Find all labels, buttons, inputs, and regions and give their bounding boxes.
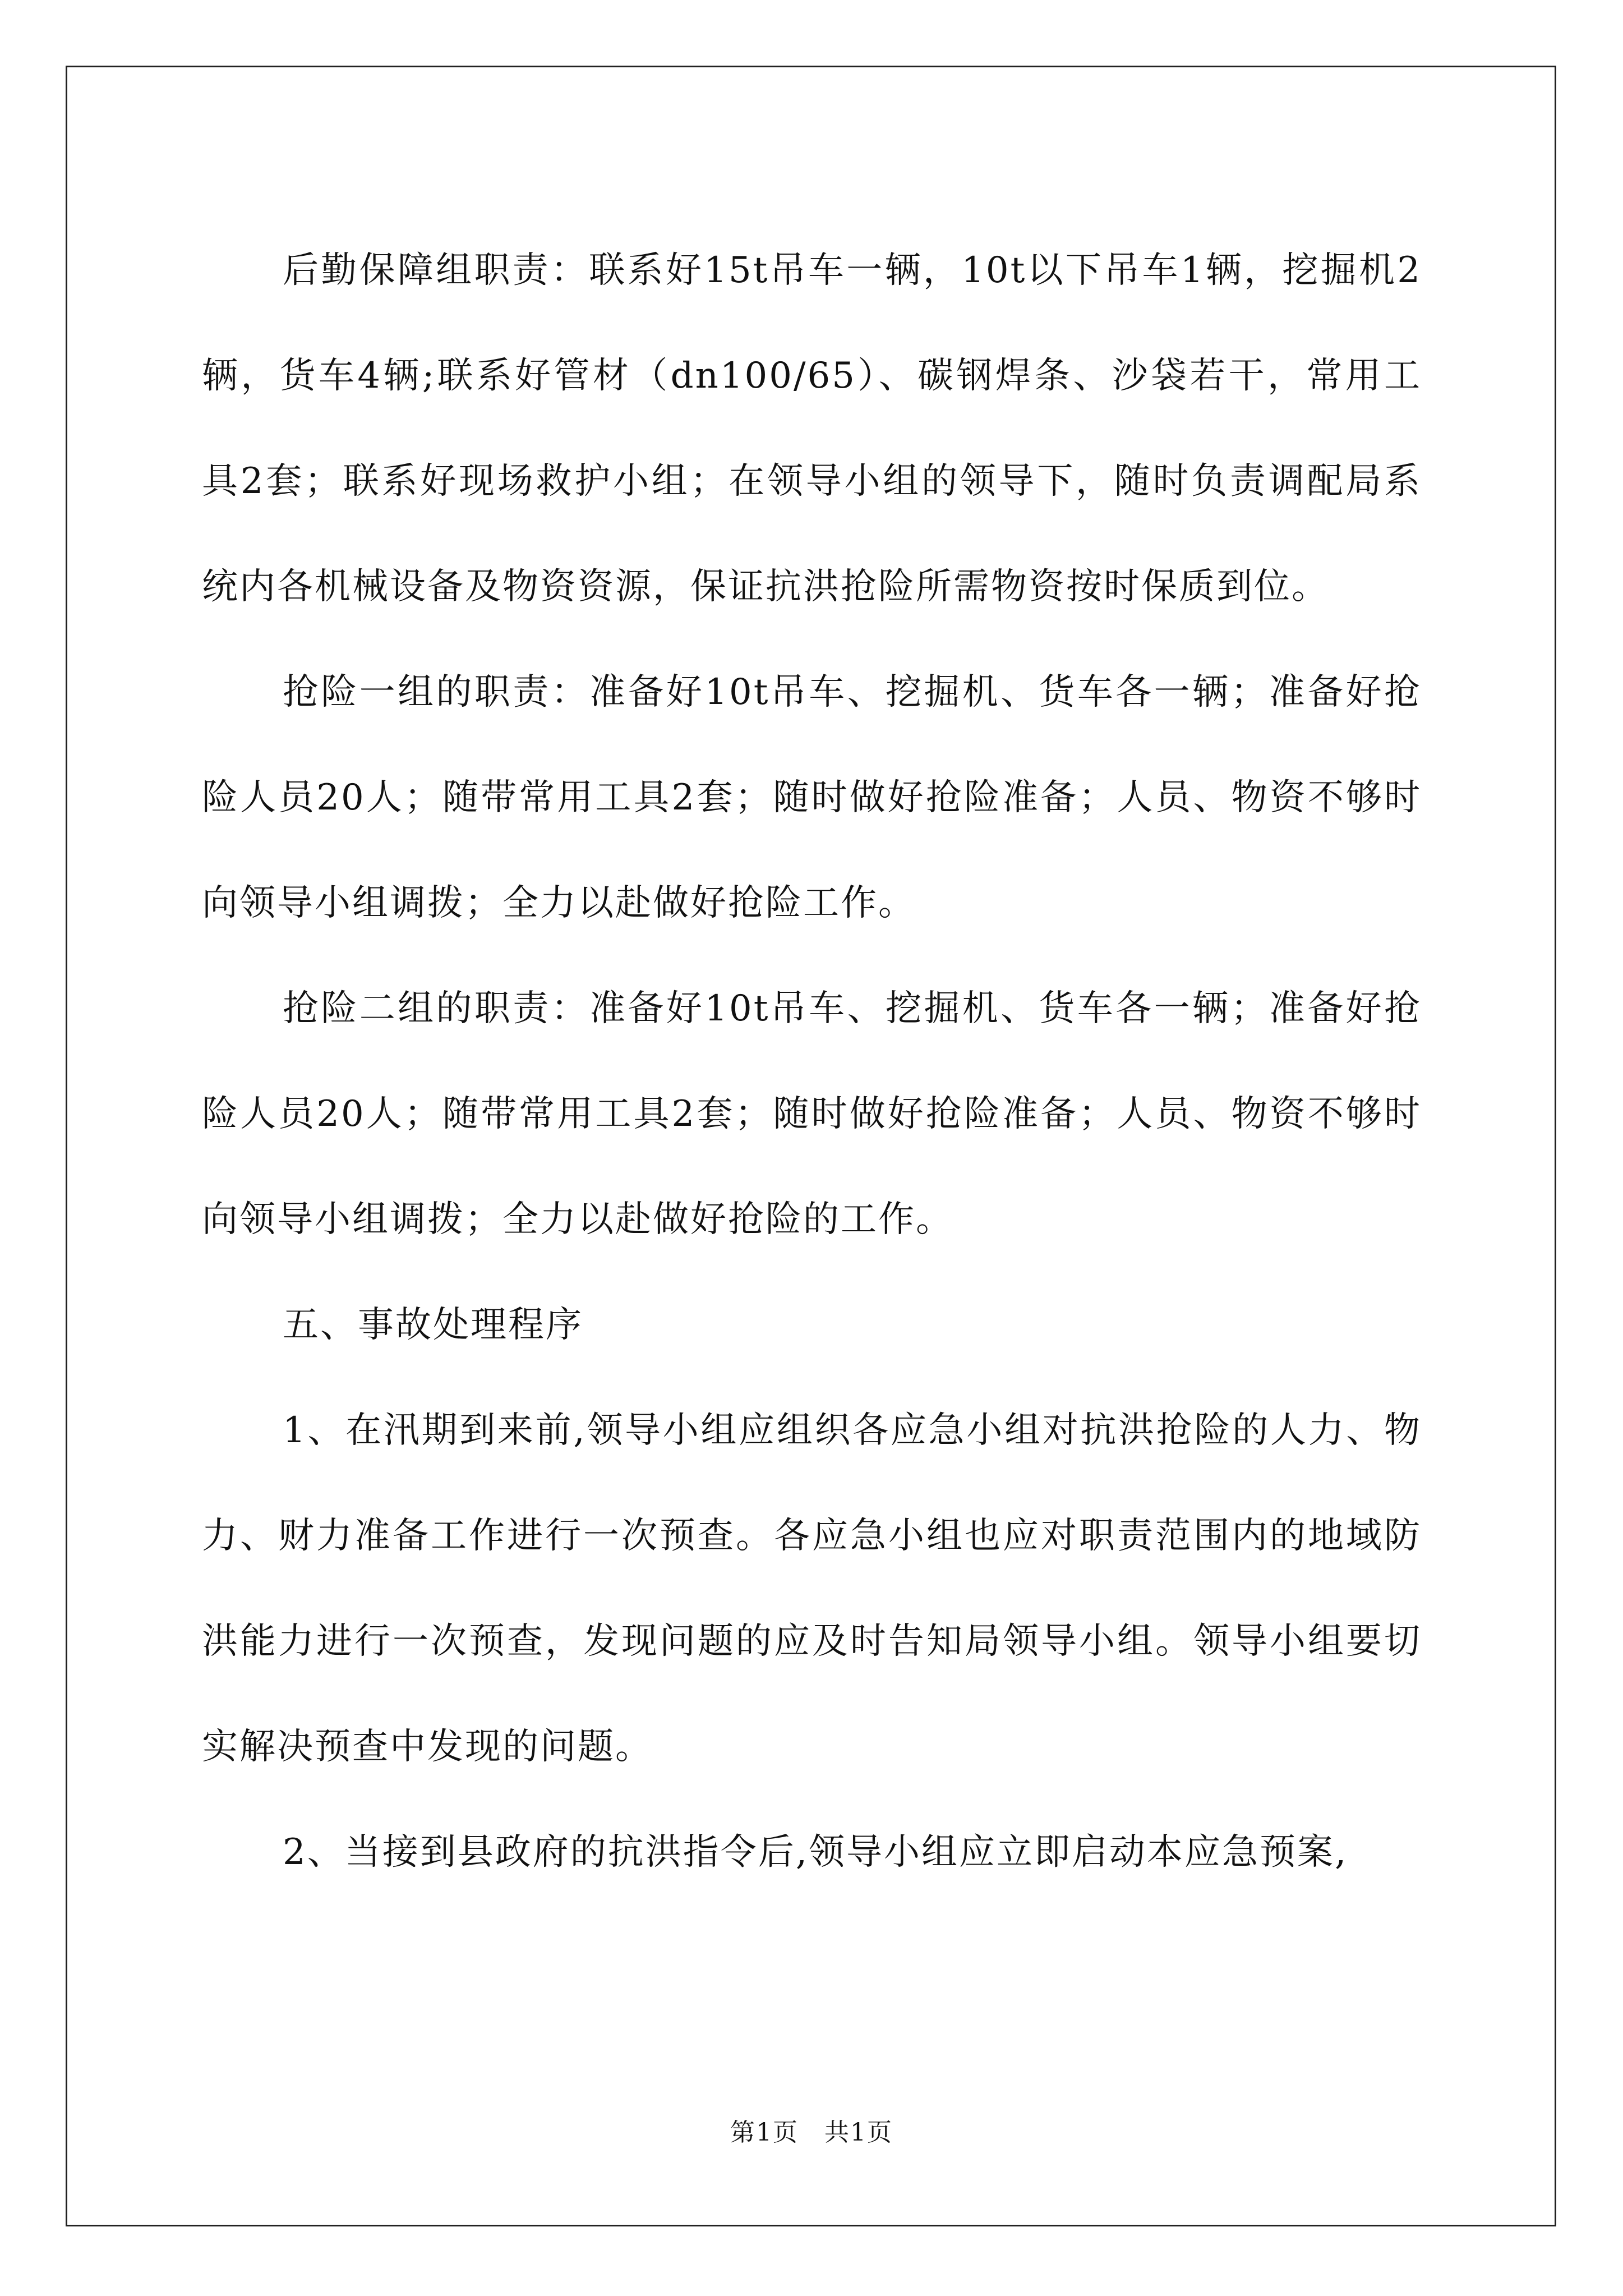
paragraph-procedure-step-1: 1、在汛期到来前,领导小组应组织各应急小组对抗洪抢险的人力、物力、财力准备工作进行一次预查。各应急小组也应对职责范围内的地域防洪能力进行一次预查，发现问题的应及时告知局领导小组。领导小组要切实解决预查中发现的问题。 xyxy=(202,1410,1422,1768)
document-body xyxy=(202,218,1422,1905)
paragraph-procedure-step-2: 2、当接到县政府的抗洪指令后,领导小组应立即启动本应急预案, xyxy=(283,1832,1348,1873)
paragraph-logistics-duties: 后勤保障组职责：联系好15t吊车一辆，10t以下吊车1辆，挖掘机2辆，货车4辆;联系好管材（dn100/65）、碳钢焊条、沙袋若干，常用工具2套；联系好现场救护小组；在领导小组的领导下，随时负责调配局系统内各机械设备及物资资源，保证抗洪抢险所需物资按时保质到位。 xyxy=(202,250,1422,608)
page-footer: 第1页 共1页 xyxy=(730,2118,893,2147)
paragraph-rescue-group-one-duties: 抢险一组的职责：准备好10t吊车、挖掘机、货车各一辆；准备好抢险人员20人；随带常用工具2套；随时做好抢险准备；人员、物资不够时向领导小组调拨；全力以赴做好抢险工作。 xyxy=(202,671,1422,924)
paragraph-rescue-group-two-duties: 抢险二组的职责：准备好10t吊车、挖掘机、货车各一辆；准备好抢险人员20人；随带常用工具2套；随时做好抢险准备；人员、物资不够时向领导小组调拨；全力以赴做好抢险的工作。 xyxy=(202,988,1422,1240)
section-heading-accident-procedure: 五、事故处理程序 xyxy=(283,1304,583,1346)
